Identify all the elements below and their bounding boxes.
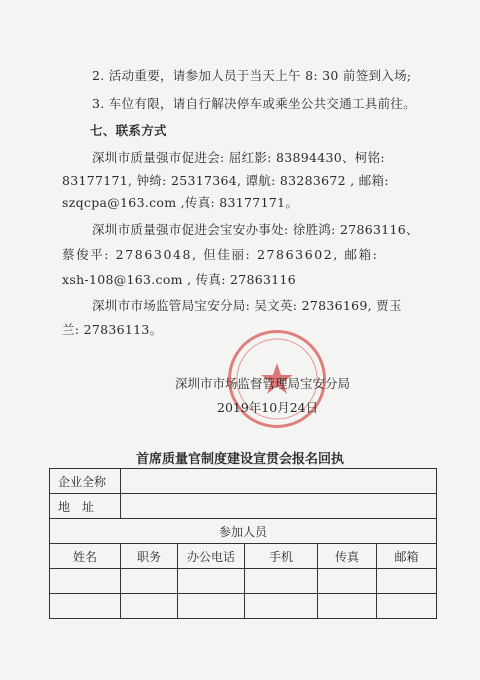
table-cell[interactable] bbox=[50, 569, 121, 594]
company-name-label: 企业全称 bbox=[50, 469, 121, 494]
contact-2-line-c: xsh-108@163.com , 传真: 27863116 bbox=[62, 272, 297, 287]
notice-line-2: 2. 活动重要，请参加人员于当天上午 8: 30 前签到入场; bbox=[92, 68, 412, 83]
table-row bbox=[50, 469, 437, 494]
contact-3-line-a: 深圳市市场监管局宝安分局: 吴文英: 27836169, 贾玉 bbox=[92, 298, 402, 313]
table-cell[interactable] bbox=[377, 569, 437, 594]
address-field[interactable] bbox=[121, 494, 437, 519]
participants-header: 参加人员 bbox=[50, 519, 437, 544]
form-title: 首席质量官制度建设宣贯会报名回执 bbox=[135, 452, 344, 467]
table-row bbox=[50, 569, 437, 594]
table-row bbox=[50, 519, 437, 544]
column-header-fax: 传真 bbox=[318, 544, 377, 569]
section-heading-contact: 七、联系方式 bbox=[90, 123, 167, 138]
contact-3-line-b: 兰: 27836113。 bbox=[62, 322, 163, 337]
contact-2-line-b: 蔡俊平: 27863048, 但佳丽: 27863602, 邮箱: bbox=[62, 247, 379, 262]
contact-1-line-c: szqcpa@163.com ,传真: 83177171。 bbox=[62, 195, 299, 210]
table-cell[interactable] bbox=[245, 569, 318, 594]
table-cell[interactable] bbox=[121, 569, 178, 594]
column-header-email: 邮箱 bbox=[377, 544, 437, 569]
signature-date: 2019年10月24日 bbox=[217, 400, 319, 415]
table-cell[interactable] bbox=[178, 594, 245, 619]
table-cell[interactable] bbox=[318, 569, 377, 594]
table-cell[interactable] bbox=[50, 594, 121, 619]
table-cell[interactable] bbox=[377, 594, 437, 619]
table-row bbox=[50, 494, 437, 519]
table-row bbox=[50, 544, 437, 569]
table-cell[interactable] bbox=[318, 594, 377, 619]
company-name-field[interactable] bbox=[121, 469, 437, 494]
notice-line-3: 3. 车位有限，请自行解决停车或乘坐公共交通工具前往。 bbox=[92, 96, 417, 111]
column-header-name: 姓名 bbox=[50, 544, 121, 569]
column-header-position: 职务 bbox=[121, 544, 178, 569]
signature-organization: 深圳市市场监督管理局宝安分局 bbox=[175, 376, 351, 391]
table-cell[interactable] bbox=[121, 594, 178, 619]
column-header-office-phone: 办公电话 bbox=[178, 544, 245, 569]
column-header-mobile: 手机 bbox=[245, 544, 318, 569]
contact-2-line-a: 深圳市质量强市促进会宝安办事处: 徐胜鸿: 27863116、 bbox=[92, 222, 419, 237]
address-label: 地 址 bbox=[50, 494, 121, 519]
contact-1-line-b: 83177171, 钟绮: 25317364, 谭航: 83283672 , 邮箱: bbox=[62, 173, 389, 188]
table-cell[interactable] bbox=[178, 569, 245, 594]
table-cell[interactable] bbox=[245, 594, 318, 619]
registration-form-table bbox=[49, 468, 437, 619]
table-row bbox=[50, 594, 437, 619]
contact-1-line-a: 深圳市质量强市促进会: 屈红影: 83894430、柯铭: bbox=[92, 150, 385, 165]
